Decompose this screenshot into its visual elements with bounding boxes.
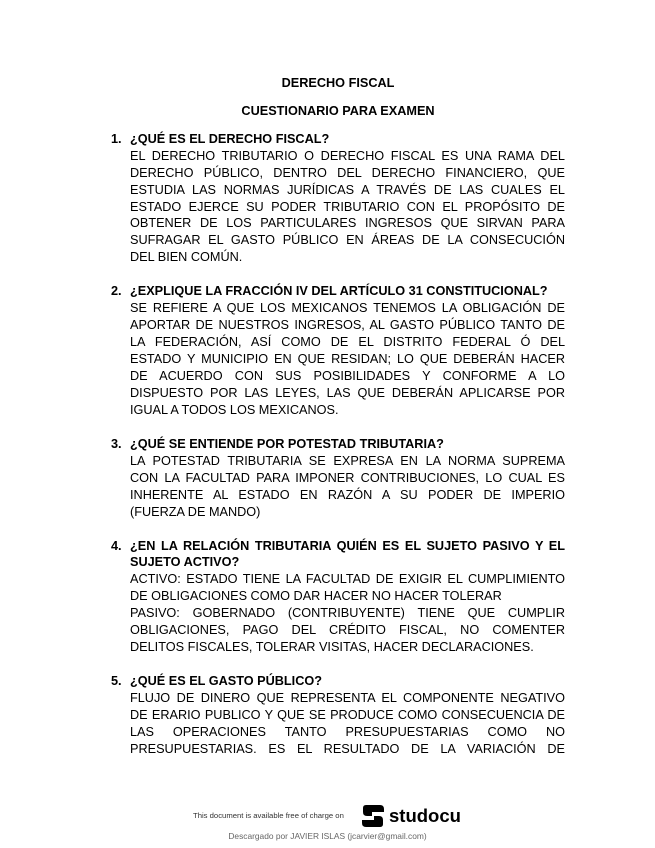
answer-line: SE REFIERE A QUE LOS MEXICANOS TENEMOS LA OBLIGACIÓN DE: [130, 301, 565, 316]
question-text: ¿QUÉ ES EL GASTO PÚBLICO?: [130, 674, 322, 689]
question-text: ¿EN LA RELACIÓN TRIBUTARIA QUIÉN ES EL SUJETO PASIVO Y EL: [130, 538, 565, 553]
answer-line: DERECHO PÚBLICO, DENTRO DEL DERECHO FINANCIERO, QUE: [130, 165, 565, 180]
answer-line: INHERENTE AL ESTADO EN RAZÓN A SU PODER DE IMPERIO: [130, 487, 565, 502]
availability-text: This document is available free of charge on: [193, 810, 344, 820]
answer-line: ESTADO EJERCE SU PODER TRIBUTARIO CON EL PROPÓSITO DE: [130, 199, 565, 214]
document-subtitle: CUESTIONARIO PARA EXAMEN: [241, 103, 435, 118]
question-number: 2.: [111, 284, 122, 299]
question-content: [130, 131, 565, 267]
answer-line: ESTADO Y MUNICIPIO EN QUE RESIDAN; LO QUE DEBERÁN HACER: [130, 352, 565, 367]
answer-paragraph: [130, 453, 565, 521]
question-item-1: [111, 131, 565, 267]
question-content: [130, 436, 565, 521]
answer-line: DE ERARIO PUBLICO Y QUE SE PRODUCE COMO CONSECUENCIA DE: [130, 708, 565, 723]
question-content: [130, 283, 565, 419]
question-text: ¿QUÉ SE ENTIENDE POR POTESTAD TRIBUTARIA?: [130, 436, 444, 451]
answer-line: LA FEDERACIÓN, ASÍ COMO DE EL DISTRITO FEDERAL Ó DEL: [130, 335, 565, 350]
document-title: DERECHO FISCAL: [281, 75, 395, 90]
answer-line: OBTENER DE LOS PARTICULARES INGRESOS QUE SIRVAN PARA: [130, 216, 565, 231]
question-item-2: [111, 283, 565, 419]
answer-line: DE OBLIGACIONES COMO DAR HACER NO HACER TOLERAR: [130, 589, 502, 604]
answer-line: LA POTESTAD TRIBUTARIA SE EXPRESA EN LA NORMA SUPREMA: [130, 453, 565, 468]
download-note: Descargado por JAVIER ISLAS (jcarvier@gmail.com): [228, 830, 427, 841]
answer-line: FLUJO DE DINERO QUE REPRESENTA EL COMPONENTE NEGATIVO: [130, 691, 565, 706]
answer-line: ACTIVO: ESTADO TIENE LA FACULTAD DE EXIGIR EL CUMPLIMIENTO: [130, 572, 565, 587]
question-number: 3.: [111, 436, 122, 451]
answer-line: SUFRAGAR EL GASTO PÚBLICO EN ÁREAS DE LA CONSECUCIÓN: [130, 233, 565, 248]
question-number: 5.: [111, 674, 122, 689]
question-number: 4.: [111, 538, 122, 553]
answer-line: EL DERECHO TRIBUTARIO O DERECHO FISCAL ES UNA RAMA DEL: [130, 148, 565, 163]
answer-line: IGUAL A TODOS LOS MEXICANOS.: [130, 402, 339, 417]
question-item-3: [111, 436, 565, 521]
answer-line: PRESUPUESTARIAS. ES EL RESULTADO DE LA VARIACIÓN DE: [130, 741, 565, 756]
question-content: [130, 538, 565, 657]
question-item-5: [111, 673, 565, 758]
answer-line: DEL BIEN COMÚN.: [130, 250, 243, 265]
answer-line: APORTAR DE NUESTROS INGRESOS, AL GASTO PÚBLICO TANTO DE: [130, 318, 565, 333]
answer-paragraph-pasivo: [130, 605, 565, 656]
answer-line: ESTUDIA LAS NORMAS JURÍDICAS A TRAVÉS DE LAS CUALES EL: [130, 182, 565, 197]
question-text: ¿QUÉ ES EL DERECHO FISCAL?: [130, 131, 330, 146]
question-number: 1.: [111, 131, 122, 146]
answer-line: DELITOS FISCALES, TOLERAR VISITAS, HACER DECLARACIONES.: [130, 640, 534, 655]
answer-paragraph-activo: [130, 571, 565, 605]
answer-line: CON LA FACULTAD PARA IMPONER CONTRIBUCIONES, LO CUAL ES: [130, 470, 565, 485]
question-item-4: [111, 538, 565, 657]
answer-line: (FUERZA DE MANDO): [130, 504, 261, 519]
answer-line: DISPUESTO POR LAS LEYES, LAS QUE DEBERÁN APLICARSE POR: [130, 385, 565, 400]
answer-line: LAS OPERACIONES TANTO PRESUPUESTARIAS COMO NO: [130, 724, 565, 739]
answer-line: PASIVO: GOBERNADO (CONTRIBUYENTE) TIENE QUE CUMPLIR: [130, 606, 565, 621]
question-content: [130, 673, 565, 758]
question-list: [111, 131, 565, 775]
question-text: ¿EXPLIQUE LA FRACCIÓN IV DEL ARTÍCULO 31 CONSTITUCIONAL?: [130, 284, 548, 299]
answer-line: OBLIGACIONES, PAGO DEL CRÉDITO FISCAL, NO COMENTER: [130, 623, 565, 638]
brand-name: studocu: [389, 804, 461, 826]
answer-paragraph: [130, 690, 565, 758]
studocu-logo-icon: [360, 803, 386, 829]
answer-paragraph: [130, 300, 565, 419]
question-text: SUJETO ACTIVO?: [130, 555, 240, 570]
answer-paragraph: [130, 148, 565, 267]
answer-line: DE ACUERDO CON SUS POSIBILIDADES Y CONFORME A LO: [130, 369, 565, 384]
